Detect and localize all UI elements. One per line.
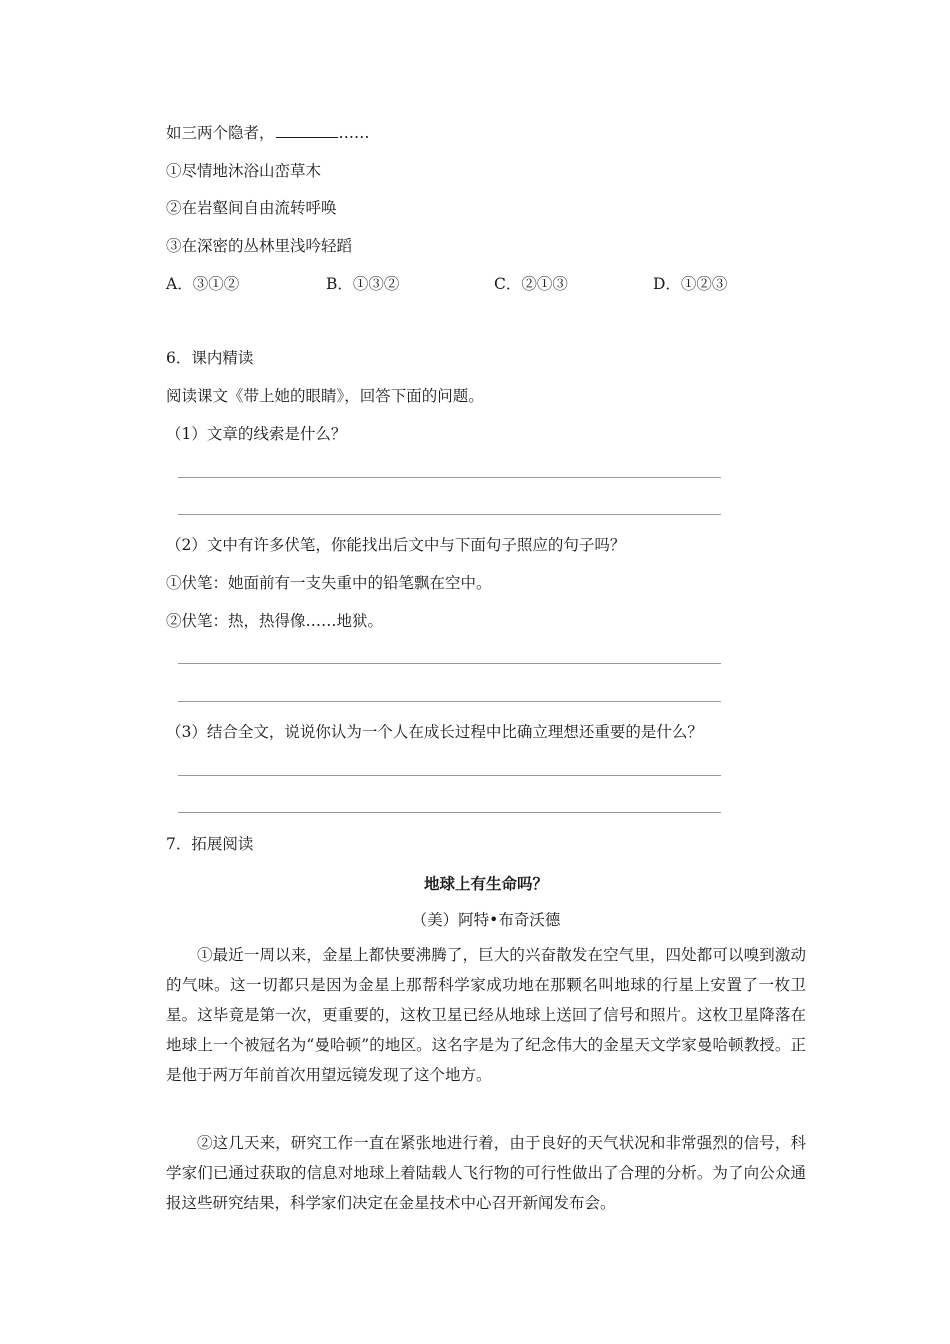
q6-intro: 阅读课文《带上她的眼睛》，回答下面的问题。 xyxy=(166,387,484,405)
q6-sub2: （2）文中有许多伏笔，你能找出后文中与下面句子照应的句子吗？ xyxy=(166,536,626,554)
answer-line[interactable] xyxy=(178,663,721,664)
q5-stem xyxy=(166,122,370,144)
q7-heading: 7．拓展阅读 xyxy=(166,835,254,853)
option-c[interactable]: C．②①③ xyxy=(494,275,568,293)
q6-foreshadow-2: ②伏笔：热，热得像……地狱。 xyxy=(166,612,384,630)
article-paragraph-1: ①最近一周以来，金星上都快要沸腾了，巨大的兴奋散发在空气里，四处都可以嗅到激动的气味。这一切都只是因为金星上那帮科学家成功地在那颗名叫地球的行星上安置了一枚卫星。这毕竟是第一次，更重要的，这枚卫星已经从地球上送回了信号和照片。这枚卫星降落在地球上一个被冠名为“曼哈顿”的地区。这名字是为了纪念伟大的金星天文学家曼哈顿教授。正是他于两万年前首次用望远镜发现了这个地方。 xyxy=(166,946,806,1084)
q5-item-1: ①尽情地沐浴山峦草木 xyxy=(166,162,322,180)
answer-line[interactable] xyxy=(178,775,721,776)
article-author: （美）阿特•布奇沃德 xyxy=(411,911,561,929)
q5-item-3: ③在深密的丛林里浅吟轻蹈 xyxy=(166,237,353,255)
answer-line[interactable] xyxy=(178,812,721,813)
answer-line[interactable] xyxy=(178,701,721,702)
answer-line[interactable] xyxy=(178,514,721,515)
q6-sub3: （3）结合全文，说说你认为一个人在成长过程中比确立理想还重要的是什么？ xyxy=(166,723,703,741)
answer-line[interactable] xyxy=(178,477,721,478)
article-paragraph-2: ②这几天来，研究工作一直在紧张地进行着，由于良好的天气状况和非常强烈的信号，科学家们已通过获取的信息对地球上着陆载人飞行物的可行性做出了合理的分析。为了向公众通报这些研究结果，科学家们决定在金星技术中心召开新闻发布会。 xyxy=(166,1134,806,1212)
q5-stem-before: 如三两个隐者， xyxy=(166,124,275,142)
q6-foreshadow-1: ①伏笔：她面前有一支失重中的铅笔飘在空中。 xyxy=(166,574,492,592)
option-b[interactable]: B．①③② xyxy=(326,275,400,293)
option-d[interactable]: D．①②③ xyxy=(653,275,728,293)
q6-sub1: （1）文章的线索是什么？ xyxy=(166,425,347,443)
answer-blank[interactable] xyxy=(276,123,338,138)
q5-options xyxy=(166,272,806,294)
q5-stem-after: …… xyxy=(338,124,370,142)
q6-heading: 6．课内精读 xyxy=(166,349,254,367)
option-a[interactable]: A．③①② xyxy=(166,275,240,293)
q5-item-2: ②在岩壑间自由流转呼唤 xyxy=(166,199,337,217)
article-title: 地球上有生命吗？ xyxy=(423,875,548,893)
